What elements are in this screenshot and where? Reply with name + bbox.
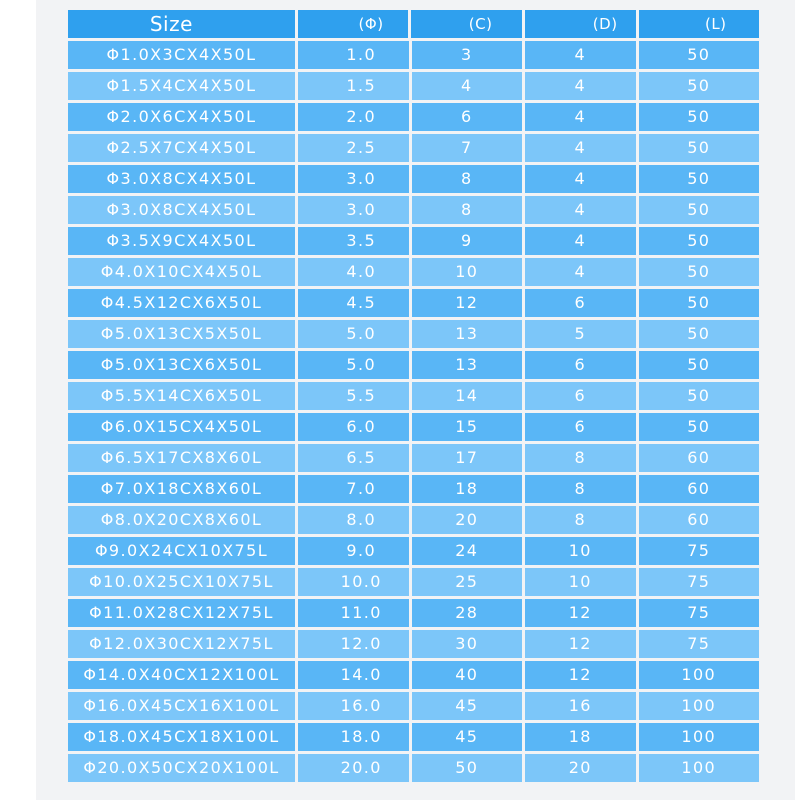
cell-d: 10 (525, 537, 636, 565)
cell-c: 30 (412, 630, 523, 658)
cell-l: 50 (639, 196, 759, 224)
cell-c: 10 (412, 258, 523, 286)
cell-diameter: 1.5 (298, 72, 409, 100)
cell-size: Φ6.5X17CX8X60L (68, 444, 295, 472)
table-row (68, 382, 759, 410)
cell-c: 20 (412, 506, 523, 534)
cell-c: 40 (412, 661, 523, 689)
cell-c: 45 (412, 692, 523, 720)
table-row (68, 723, 759, 751)
cell-diameter: 16.0 (298, 692, 409, 720)
table-row (68, 41, 759, 69)
cell-c: 18 (412, 475, 523, 503)
cell-l: 100 (639, 723, 759, 751)
cell-d: 12 (525, 599, 636, 627)
cell-c: 17 (412, 444, 523, 472)
cell-d: 12 (525, 630, 636, 658)
cell-d: 18 (525, 723, 636, 751)
cell-l: 75 (639, 630, 759, 658)
cell-l: 50 (639, 382, 759, 410)
table-row (68, 754, 759, 782)
cell-c: 15 (412, 413, 523, 441)
cell-d: 5 (525, 320, 636, 348)
cell-c: 28 (412, 599, 523, 627)
cell-diameter: 5.0 (298, 320, 409, 348)
cell-diameter: 20.0 (298, 754, 409, 782)
cell-c: 45 (412, 723, 523, 751)
cell-diameter: 3.0 (298, 196, 409, 224)
cell-size: Φ1.5X4CX4X50L (68, 72, 295, 100)
cell-size: Φ18.0X45CX18X100L (68, 723, 295, 751)
cell-c: 12 (412, 289, 523, 317)
cell-d: 12 (525, 661, 636, 689)
cell-l: 50 (639, 351, 759, 379)
cell-d: 6 (525, 289, 636, 317)
cell-l: 75 (639, 537, 759, 565)
cell-diameter: 9.0 (298, 537, 409, 565)
cell-l: 100 (639, 754, 759, 782)
cell-size: Φ3.5X9CX4X50L (68, 227, 295, 255)
cell-l: 60 (639, 475, 759, 503)
cell-c: 50 (412, 754, 523, 782)
cell-c: 13 (412, 351, 523, 379)
cell-l: 60 (639, 444, 759, 472)
table-row (68, 506, 759, 534)
table-row (68, 289, 759, 317)
cell-diameter: 12.0 (298, 630, 409, 658)
cell-d: 4 (525, 227, 636, 255)
cell-l: 50 (639, 258, 759, 286)
table-header-row (68, 10, 759, 38)
cell-size: Φ5.0X13CX6X50L (68, 351, 295, 379)
cell-diameter: 6.5 (298, 444, 409, 472)
cell-l: 50 (639, 134, 759, 162)
cell-d: 4 (525, 258, 636, 286)
table-row (68, 258, 759, 286)
header-l: (L) (639, 10, 760, 38)
cell-diameter: 7.0 (298, 475, 409, 503)
table-row (68, 537, 759, 565)
cell-c: 3 (412, 41, 523, 69)
cell-d: 4 (525, 41, 636, 69)
cell-c: 4 (412, 72, 523, 100)
cell-size: Φ12.0X30CX12X75L (68, 630, 295, 658)
cell-d: 8 (525, 475, 636, 503)
cell-c: 13 (412, 320, 523, 348)
cell-diameter: 18.0 (298, 723, 409, 751)
cell-c: 14 (412, 382, 523, 410)
cell-size: Φ14.0X40CX12X100L (68, 661, 295, 689)
cell-size: Φ9.0X24CX10X75L (68, 537, 295, 565)
cell-size: Φ11.0X28CX12X75L (68, 599, 295, 627)
table-row (68, 444, 759, 472)
table-row (68, 599, 759, 627)
header-diameter: (Φ) (298, 10, 409, 38)
cell-diameter: 11.0 (298, 599, 409, 627)
cell-d: 4 (525, 72, 636, 100)
table-row (68, 630, 759, 658)
cell-diameter: 4.5 (298, 289, 409, 317)
cell-size: Φ4.5X12CX6X50L (68, 289, 295, 317)
cell-l: 50 (639, 320, 759, 348)
cell-size: Φ1.0X3CX4X50L (68, 41, 295, 69)
table-row (68, 134, 759, 162)
cell-l: 50 (639, 41, 759, 69)
cell-size: Φ7.0X18CX8X60L (68, 475, 295, 503)
cell-d: 6 (525, 382, 636, 410)
spec-table (68, 10, 759, 785)
cell-size: Φ8.0X20CX8X60L (68, 506, 295, 534)
cell-l: 60 (639, 506, 759, 534)
cell-size: Φ3.0X8CX4X50L (68, 165, 295, 193)
table-row (68, 196, 759, 224)
table-row (68, 227, 759, 255)
cell-l: 75 (639, 568, 759, 596)
cell-d: 4 (525, 165, 636, 193)
table-row (68, 165, 759, 193)
cell-l: 100 (639, 692, 759, 720)
cell-diameter: 10.0 (298, 568, 409, 596)
cell-diameter: 5.5 (298, 382, 409, 410)
header-size: Size (68, 10, 295, 38)
cell-c: 9 (412, 227, 523, 255)
cell-diameter: 5.0 (298, 351, 409, 379)
cell-c: 25 (412, 568, 523, 596)
cell-size: Φ20.0X50CX20X100L (68, 754, 295, 782)
cell-diameter: 2.0 (298, 103, 409, 131)
cell-c: 8 (412, 165, 523, 193)
cell-d: 16 (525, 692, 636, 720)
cell-c: 24 (412, 537, 523, 565)
cell-size: Φ3.0X8CX4X50L (68, 196, 295, 224)
cell-size: Φ5.0X13CX5X50L (68, 320, 295, 348)
table-row (68, 661, 759, 689)
cell-l: 50 (639, 289, 759, 317)
cell-l: 50 (639, 413, 759, 441)
table-row (68, 103, 759, 131)
cell-l: 50 (639, 165, 759, 193)
table-row (68, 692, 759, 720)
cell-l: 75 (639, 599, 759, 627)
cell-size: Φ6.0X15CX4X50L (68, 413, 295, 441)
cell-d: 6 (525, 351, 636, 379)
cell-diameter: 2.5 (298, 134, 409, 162)
cell-size: Φ2.5X7CX4X50L (68, 134, 295, 162)
cell-l: 100 (639, 661, 759, 689)
cell-size: Φ4.0X10CX4X50L (68, 258, 295, 286)
cell-diameter: 14.0 (298, 661, 409, 689)
cell-d: 8 (525, 444, 636, 472)
cell-d: 6 (525, 413, 636, 441)
cell-d: 20 (525, 754, 636, 782)
cell-d: 4 (525, 103, 636, 131)
cell-diameter: 3.0 (298, 165, 409, 193)
cell-diameter: 1.0 (298, 41, 409, 69)
cell-diameter: 8.0 (298, 506, 409, 534)
cell-l: 50 (639, 103, 759, 131)
table-row (68, 475, 759, 503)
cell-size: Φ10.0X25CX10X75L (68, 568, 295, 596)
cell-l: 50 (639, 72, 759, 100)
cell-d: 4 (525, 134, 636, 162)
header-d: (D) (525, 10, 636, 38)
cell-d: 10 (525, 568, 636, 596)
cell-c: 7 (412, 134, 523, 162)
cell-d: 4 (525, 196, 636, 224)
header-c: (C) (411, 10, 522, 38)
table-row (68, 320, 759, 348)
cell-c: 8 (412, 196, 523, 224)
cell-diameter: 6.0 (298, 413, 409, 441)
table-row (68, 351, 759, 379)
table-row (68, 413, 759, 441)
table-row (68, 568, 759, 596)
cell-size: Φ2.0X6CX4X50L (68, 103, 295, 131)
cell-d: 8 (525, 506, 636, 534)
cell-size: Φ16.0X45CX16X100L (68, 692, 295, 720)
cell-diameter: 4.0 (298, 258, 409, 286)
cell-c: 6 (412, 103, 523, 131)
cell-size: Φ5.5X14CX6X50L (68, 382, 295, 410)
table-row (68, 72, 759, 100)
cell-diameter: 3.5 (298, 227, 409, 255)
cell-l: 50 (639, 227, 759, 255)
